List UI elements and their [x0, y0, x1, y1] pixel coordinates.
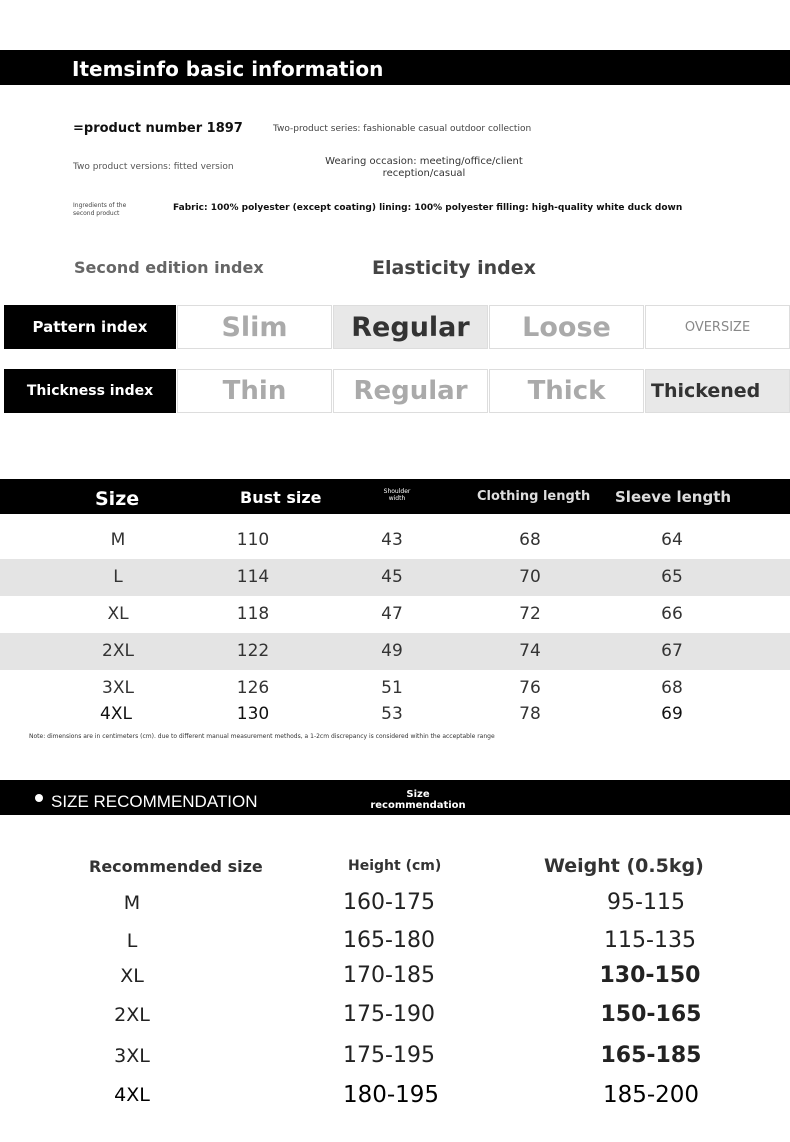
rec-cell-size: 2XL [114, 1004, 150, 1026]
cell-size: L [113, 567, 123, 587]
thickness-option-thick: Thick [489, 369, 644, 413]
rec-cell-size: L [126, 930, 138, 952]
table-row [0, 1037, 790, 1075]
rec-cell-height: 170-185 [343, 963, 435, 988]
cell-shoulder: 53 [381, 704, 403, 724]
rec-cell-weight: 150-165 [600, 1002, 702, 1027]
basic-info-header-bar [0, 50, 790, 85]
thickness-option-thin: Thin [177, 369, 332, 413]
cell-bust: 130 [236, 704, 270, 724]
header-size: Size [95, 488, 140, 510]
cell-sleeve-length: 68 [661, 678, 683, 698]
cell-shoulder: 49 [381, 641, 403, 661]
size-recommendation-subtitle-line1: Size [406, 789, 430, 800]
bullet-dot-icon [35, 794, 43, 802]
cell-clothing-length: 70 [519, 567, 541, 587]
size-recommendation-subtitle [362, 789, 474, 811]
cell-size: 3XL [102, 678, 134, 698]
ingredients-label [73, 202, 126, 218]
rec-cell-height: 165-180 [343, 928, 435, 953]
rec-cell-height: 160-175 [343, 890, 435, 915]
table-row [0, 696, 790, 733]
size-table-header [0, 479, 790, 514]
header-shoulder-width: Shoulder width [383, 488, 411, 502]
cell-shoulder: 47 [381, 604, 403, 624]
cell-sleeve-length: 67 [661, 641, 683, 661]
pattern-index-label: Pattern index [4, 305, 176, 349]
cell-shoulder: 43 [381, 530, 403, 550]
table-row [0, 559, 790, 596]
elasticity-index-heading: Elasticity index [372, 257, 536, 279]
cell-clothing-length: 78 [519, 704, 541, 724]
thickness-option-regular: Regular [333, 369, 488, 413]
rec-cell-height: 175-190 [343, 1002, 435, 1027]
product-versions: Two product versions: fitted version [73, 162, 234, 172]
pattern-option-oversize: OVERSIZE [645, 305, 790, 349]
measurement-note: Note: dimensions are in centimeters (cm). due to different manual measurement methods, a 1-2cm discrepancy is considered within the acceptable range [29, 733, 495, 740]
rec-header-size: Recommended size [89, 857, 263, 876]
cell-bust: 122 [236, 641, 270, 661]
thickness-index-label: Thickness index [4, 369, 176, 413]
basic-info-title: Itemsinfo basic information [72, 57, 384, 81]
pattern-index-row [0, 305, 790, 349]
rec-cell-height: 175-195 [343, 1043, 435, 1068]
wearing-occasion-line2: reception/casual [382, 168, 466, 179]
cell-shoulder: 51 [381, 678, 403, 698]
cell-size: M [110, 530, 126, 550]
rec-cell-height: 180-195 [342, 1082, 440, 1108]
cell-sleeve-length: 65 [661, 567, 683, 587]
header-bust-size: Bust size [240, 488, 322, 507]
header-clothing-length: Clothing length [477, 489, 591, 504]
cell-sleeve-length: 66 [661, 604, 683, 624]
table-row [0, 633, 790, 670]
rec-cell-weight: 95-115 [607, 890, 685, 915]
pattern-option-loose: Loose [489, 305, 644, 349]
rec-cell-weight: 130-150 [599, 963, 701, 988]
rec-cell-weight: 185-200 [602, 1082, 700, 1108]
size-recommendation-subtitle-line2: recommendation [370, 800, 466, 811]
product-series: Two-product series: fashionable casual outdoor collection [273, 124, 532, 134]
ingredients-label-line2: second product [73, 210, 120, 217]
wearing-occasion-line1: Wearing occasion: meeting/office/client [325, 156, 523, 167]
thickness-index-row [0, 369, 790, 413]
cell-bust: 110 [236, 530, 270, 550]
rec-cell-weight: 115-135 [604, 928, 696, 953]
rec-cell-size: 4XL [114, 1084, 150, 1106]
cell-shoulder: 45 [381, 567, 403, 587]
cell-bust: 118 [236, 604, 270, 624]
cell-size: XL [107, 604, 129, 624]
product-number: =product number 1897 [73, 121, 243, 136]
fabric-info: Fabric: 100% polyester (except coating) lining: 100% polyester filling: high-quality white duck down [173, 203, 683, 213]
cell-clothing-length: 68 [519, 530, 541, 550]
table-row [0, 1076, 790, 1114]
size-recommendation-bar [0, 780, 790, 815]
cell-sleeve-length: 69 [661, 704, 683, 724]
rec-cell-size: XL [120, 965, 144, 987]
table-row [0, 922, 790, 960]
cell-size: 2XL [102, 641, 134, 661]
thickness-option-thickened: Thickened [645, 369, 790, 413]
rec-cell-size: M [123, 892, 141, 914]
cell-clothing-length: 74 [519, 641, 541, 661]
cell-size: 4XL [100, 704, 132, 724]
table-row [0, 522, 790, 559]
cell-clothing-length: 76 [519, 678, 541, 698]
table-row [0, 996, 790, 1034]
table-row [0, 884, 790, 922]
pattern-option-regular: Regular [333, 305, 488, 349]
rec-header-weight: Weight (0.5kg) [544, 855, 704, 877]
size-recommendation-title: SIZE RECOMMENDATION [51, 792, 258, 811]
table-row [0, 596, 790, 633]
rec-header-height: Height (cm) [348, 858, 442, 874]
cell-clothing-length: 72 [519, 604, 541, 624]
header-sleeve-length: Sleeve length [615, 488, 732, 506]
wearing-occasion [300, 156, 548, 180]
cell-bust: 114 [236, 567, 270, 587]
table-row [0, 957, 790, 995]
rec-cell-size: 3XL [114, 1045, 150, 1067]
rec-cell-weight: 165-185 [600, 1043, 702, 1068]
ingredients-label-line1: Ingredients of the [73, 202, 127, 209]
second-edition-index-heading: Second edition index [74, 258, 264, 277]
cell-bust: 126 [236, 678, 270, 698]
cell-sleeve-length: 64 [661, 530, 683, 550]
pattern-option-slim: Slim [177, 305, 332, 349]
